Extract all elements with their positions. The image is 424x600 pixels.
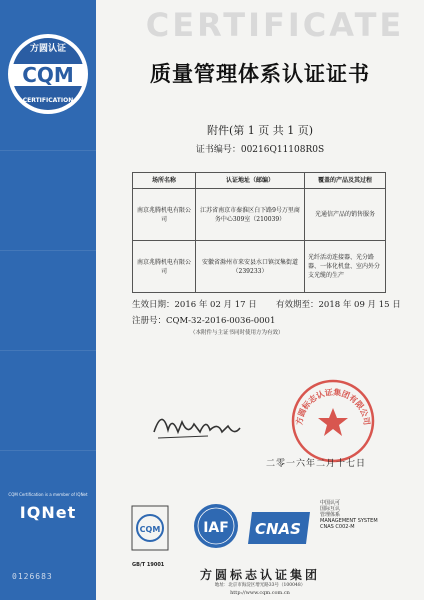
table-cell: 安徽省滁州市来安县水口镇汊集街道（239233） (196, 241, 305, 293)
serial-number: 0126683 (12, 572, 53, 581)
group-name: 方圆标志认证集团 (199, 568, 320, 582)
issue-date: 二零一六年二月十七日 (266, 459, 367, 469)
gb-logo (132, 506, 168, 550)
table-cell: 南京兆腾机电有限公司 (133, 241, 196, 293)
registration-number: 注册号：CQM-32-2016-0036-0001 (132, 316, 276, 326)
svg-text:CQM: CQM (139, 525, 161, 534)
table-header-row (133, 173, 386, 189)
table-cell: 光通信产品的销售服务 (305, 189, 386, 241)
iqnet-name: IQNet (19, 503, 77, 522)
table-row (133, 189, 386, 241)
cnas-description (320, 500, 378, 530)
table-row (133, 241, 386, 293)
logo-main-text: CQM (22, 63, 74, 87)
cnas-logo (248, 512, 310, 544)
cqm-logo (6, 32, 90, 116)
cnas-line: MANAGEMENT SYSTEM (320, 518, 378, 524)
iaf-logo (194, 504, 238, 548)
table-header: 认证地址（邮编） (196, 173, 305, 189)
logo-bottom-text: CERTIFICATION (22, 97, 74, 104)
cnas-line: 国际互认 (320, 506, 341, 512)
iqnet-logo (6, 492, 90, 522)
cnas-line: 管理体系 (320, 512, 341, 518)
group-website: http://www.cqm.com.cn (230, 590, 290, 596)
gb-standard-label: GB/T 19001 (132, 562, 165, 568)
expiry-date: 有效期至：2018 年 09 月 15 日 (276, 300, 401, 310)
iqnet-member-text: CQM Certification is a member of IQNet (8, 492, 88, 497)
cnas-line: 中国认可 (320, 500, 341, 506)
table-header: 覆盖的产品及其过程 (305, 173, 386, 189)
table-cell: 南京兆腾机电有限公司 (133, 189, 196, 241)
validity-note: （本附件与主证书同时使用方为有效） (190, 330, 284, 336)
cnas-line: CNAS C002-M (320, 524, 355, 530)
table-cell: 江苏省南京市秦淮区白下路9号万里商务中心309室（210039） (196, 189, 305, 241)
table-header: 场所名称 (133, 173, 196, 189)
certificate-title: 质量管理体系认证证书 (150, 62, 370, 86)
effective-date: 生效日期：2016 年 02 月 17 日 (132, 300, 257, 310)
certificate-heading: CERTIFICATE (145, 6, 405, 44)
certificate-number: 证书编号：00216Q11108R0S (195, 145, 325, 155)
company-seal (290, 378, 376, 464)
table-cell: 光纤活动连接器、光分路器、一体化机盘、室内外分支光缆的生产 (305, 241, 386, 293)
signature (148, 402, 248, 444)
annex-page-label: 附件(第 1 页 共 1 页) (206, 124, 314, 137)
group-address: 地址：北京市海淀区增光路33号（100048） (214, 583, 306, 588)
scope-table (132, 172, 386, 293)
logo-top-text: 方圆认证 (29, 44, 67, 54)
cnas-text: CNAS (255, 520, 301, 538)
iaf-text: IAF (203, 520, 229, 536)
seal-text: 方圆标志认证集团有限公司 (294, 387, 372, 426)
